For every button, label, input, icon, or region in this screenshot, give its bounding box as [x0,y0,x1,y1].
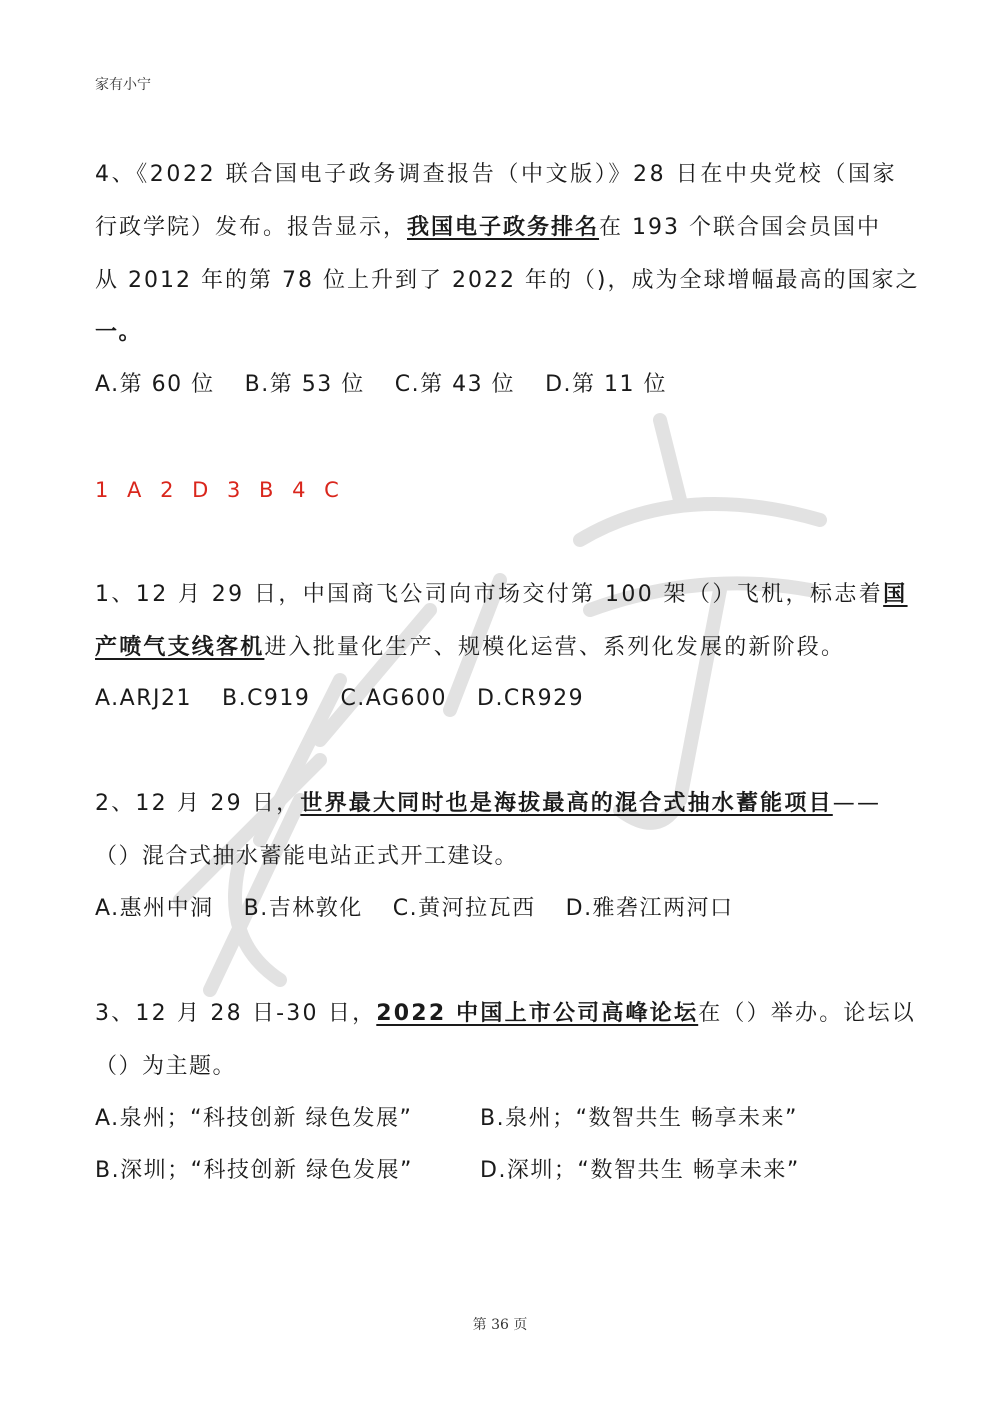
q2-line-1: 2、12 月 29 日，世界最大同时也是海拔最高的混合式抽水蓄能项目—— [95,791,882,816]
q4-option-c: C.第 43 位 [394,372,516,397]
q4-line-2: 行政学院）发布。报告显示，我国电子政务排名在 193 个联合国会员国中 [95,215,882,240]
q4-options [95,370,697,400]
q1-option-b: B.C919 [221,686,311,711]
page-header: 家有小宁 [95,77,151,93]
q4-highlight: 我国电子政务排名 [407,215,600,240]
q3-options-row-1 [95,1104,798,1134]
q4-line-3: 从 2012 年的第 78 位上升到了 2022 年的（)，成为全球增幅最高的国家之 [95,268,920,293]
q1-line-1: 1、12 月 29 日，中国商飞公司向市场交付第 100 架（）飞机，标志着国 [95,582,908,607]
q4-option-d: D.第 11 位 [545,372,667,397]
answer-key: 1 A 2 D 3 B 4 C [95,478,345,502]
q3-option-d: D.深圳；“数智共生 畅享未来” [480,1158,800,1183]
q1-option-c: C.AG600 [340,686,447,711]
q3-options-row-2 [95,1156,800,1186]
q3-option-b: B.泉州；“数智共生 畅享未来” [480,1106,798,1131]
q2-option-c: C.黄河拉瓦西 [392,896,536,921]
q4-option-b: B.第 53 位 [244,372,365,397]
page-number: 第 36 页 [472,1317,528,1333]
q4-option-a: A.第 60 位 [95,372,215,397]
q1-option-d: D.CR929 [477,686,585,711]
q2-option-a: A.惠州中洞 [95,896,214,921]
q3-option-a: A.泉州；“科技创新 绿色发展” [95,1106,413,1131]
q1-line-2: 产喷气支线客机进入批量化生产、规模化运营、系列化发展的新阶段。 [95,635,846,660]
q1-highlight: 产喷气支线客机 [95,635,265,660]
q4-line-4: 一。 [95,320,143,345]
q2-highlight: 世界最大同时也是海拔最高的混合式抽水蓄能项目 [300,791,833,816]
q1-options [95,684,614,714]
q3-highlight: 2022 中国上市公司高峰论坛 [376,1001,699,1026]
q3-line-2: （）为主题。 [95,1054,237,1079]
q3-line-1: 3、12 月 28 日-30 日，2022 中国上市公司高峰论坛在（）举办。论坛以 [95,1001,916,1026]
q2-option-d: D.雅砻江两河口 [565,896,734,921]
q2-line-2: （）混合式抽水蓄能电站正式开工建设。 [95,844,519,869]
q3-option-c: B.深圳；“科技创新 绿色发展” [95,1158,413,1183]
q1-option-a: A.ARJ21 [95,686,192,711]
q2-options [95,894,764,924]
q2-option-b: B.吉林敦化 [243,896,363,921]
q4-line-1: 4、《2022 联合国电子政务调查报告（中文版）》28 日在中央党校（国家 [95,162,898,187]
